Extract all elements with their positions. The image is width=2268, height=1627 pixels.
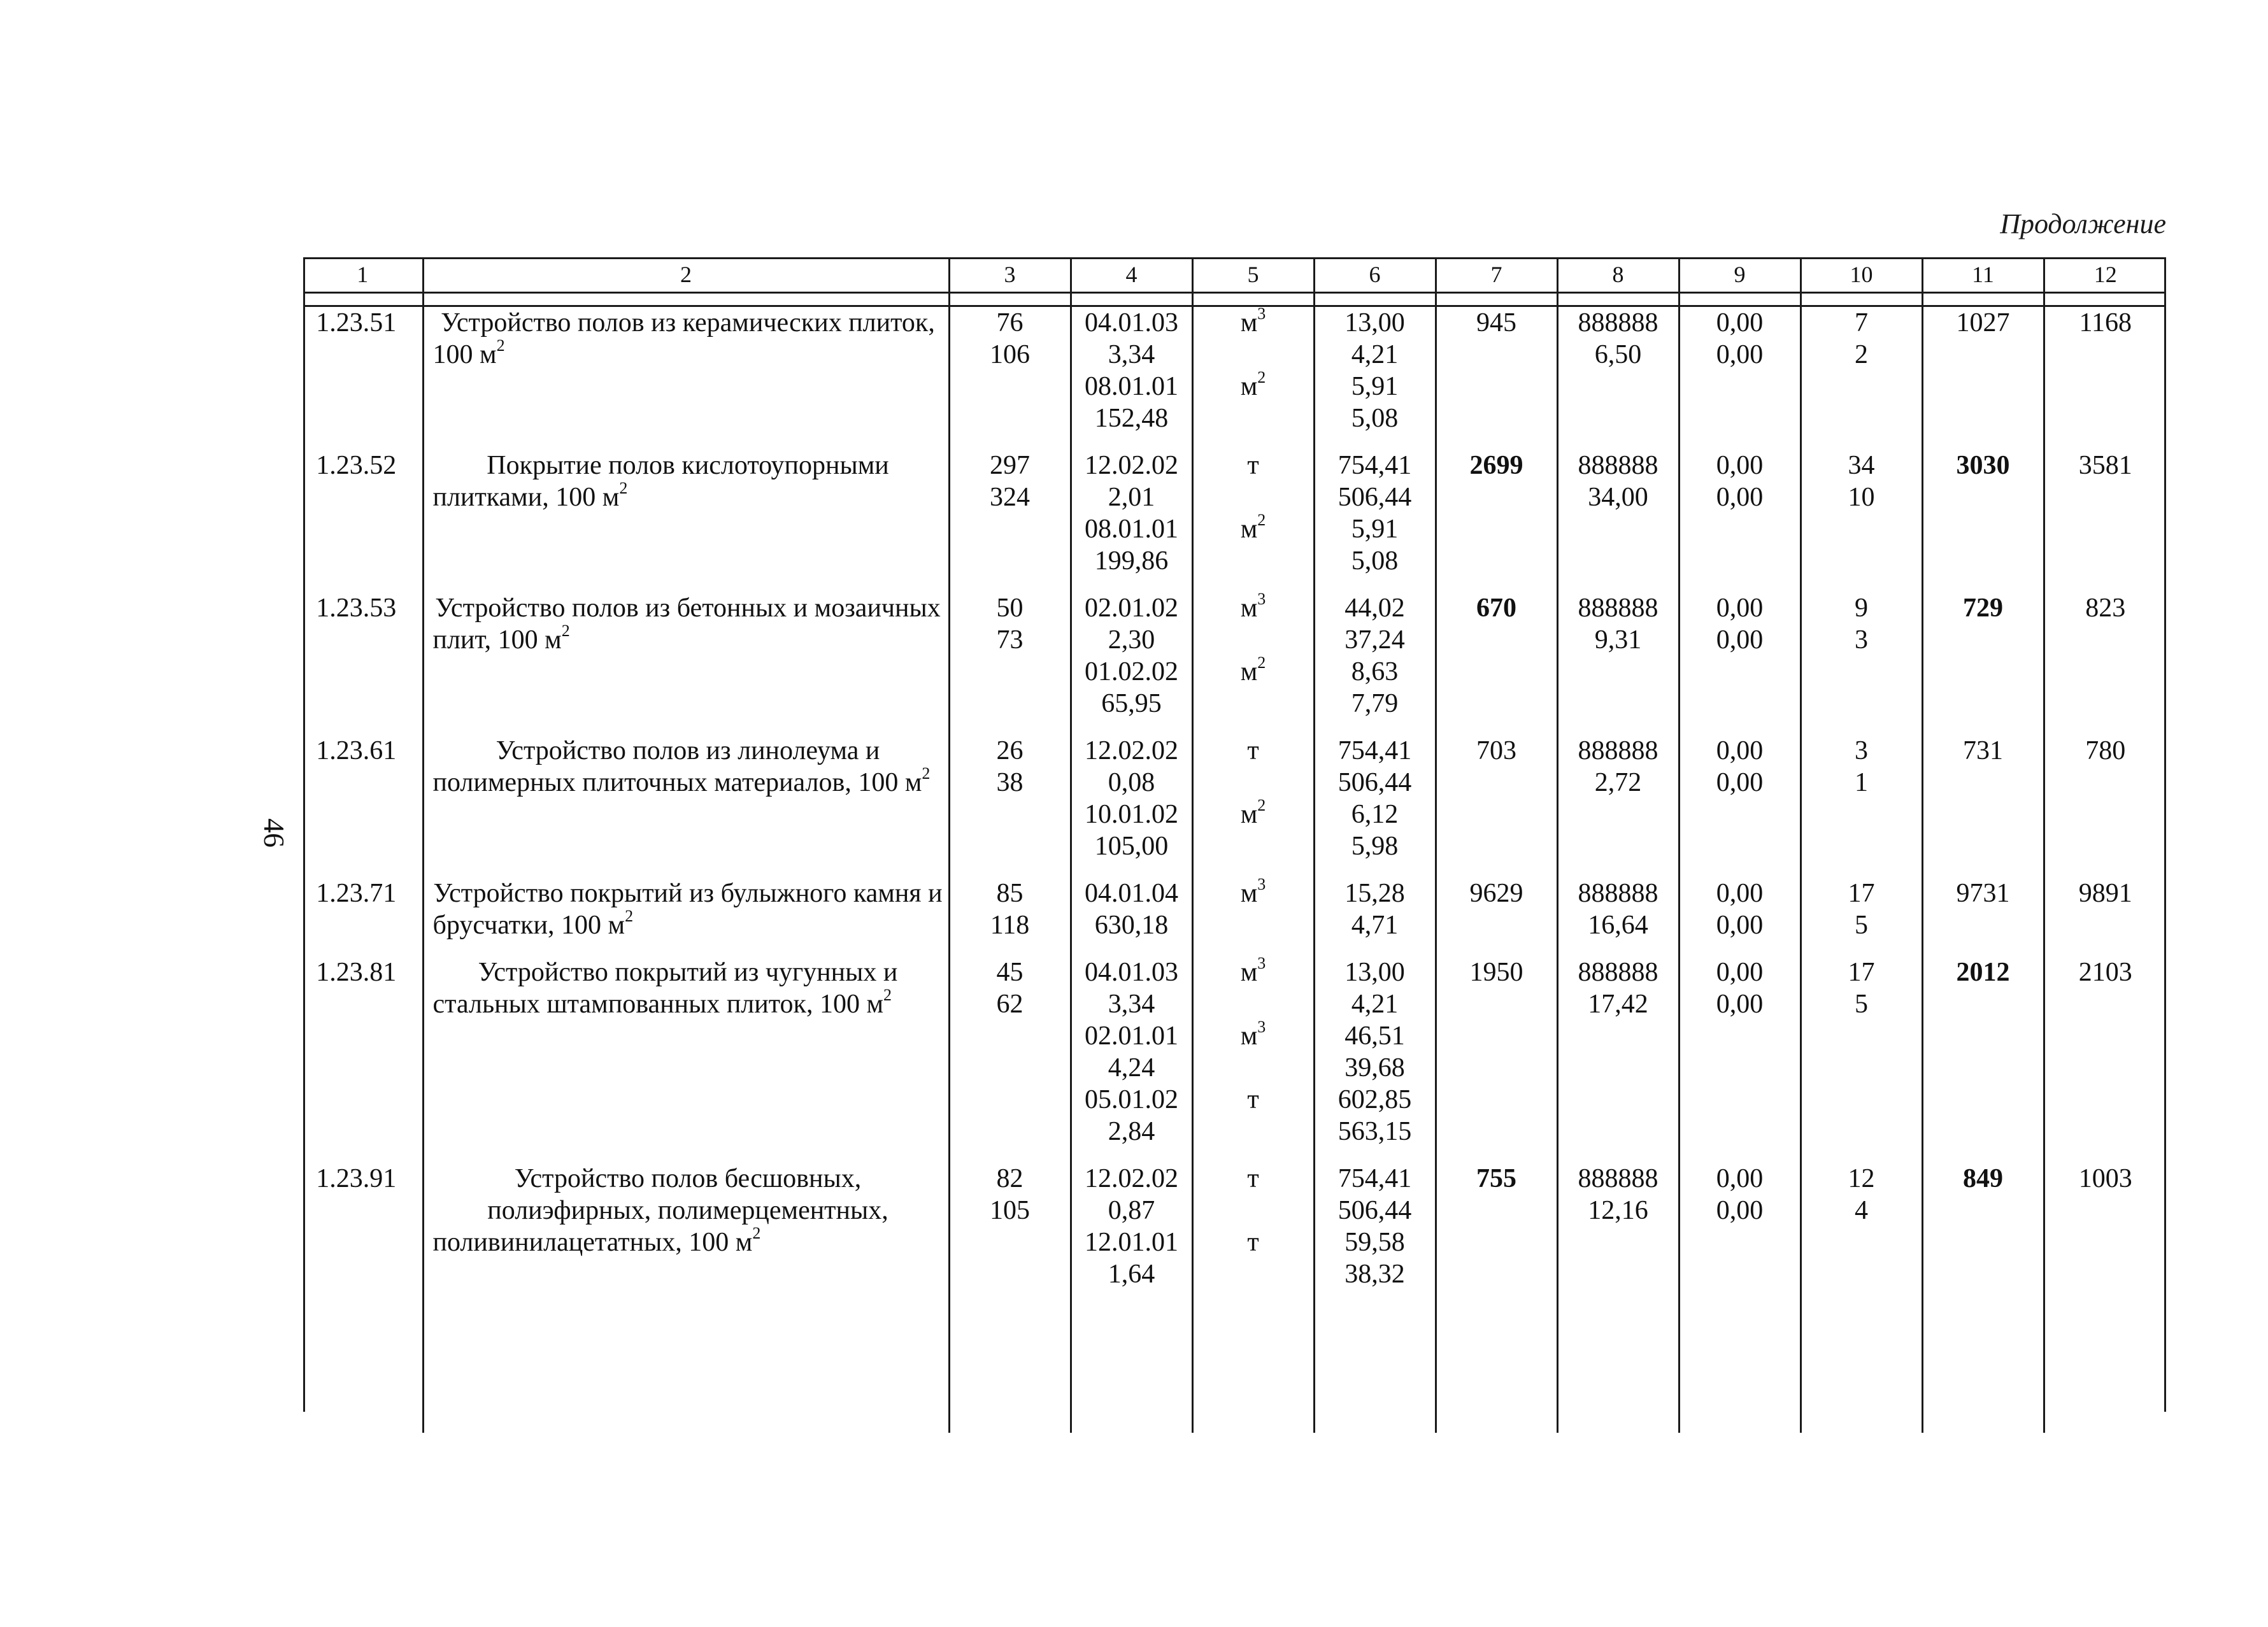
cell-line: 2 <box>1855 340 1868 369</box>
cell-c11 <box>1922 877 2044 956</box>
cell-line: 9,31 <box>1594 625 1642 655</box>
cell-line: 17,42 <box>1588 990 1648 1019</box>
column-header: 3 <box>949 257 1071 293</box>
cell-c9 <box>1679 450 1801 592</box>
table-row <box>303 306 2166 450</box>
column-header: 4 <box>1071 257 1192 293</box>
cell-line: 3 <box>1855 736 1868 765</box>
cell-c10 <box>1801 956 1922 1163</box>
cell-line: 118 <box>990 911 1030 940</box>
cell-line: 754,41 <box>1337 1164 1412 1193</box>
cell-line: 849 <box>1963 1164 2003 1193</box>
cell-c11 <box>1922 592 2044 735</box>
row-description: Устройство полов из бетонных и мозаичных плит, 100 $м^2$ <box>423 592 949 735</box>
cell-c9 <box>1679 956 1801 1163</box>
cell-line: 0,00 <box>1716 483 1764 512</box>
cell-line <box>1194 909 1313 941</box>
cell-line: 04.01.04 <box>1085 879 1178 908</box>
row-description: Устройство покрытий из чугунных и стальных штампованных плиток, 100 $м^2$ <box>423 956 949 1163</box>
cell-c3 <box>949 956 1071 1163</box>
cell-c12 <box>2044 735 2166 877</box>
cell-line: 12.01.01 <box>1085 1228 1178 1257</box>
cell-line: 45 <box>996 958 1023 987</box>
cell-c8 <box>1557 1163 1679 1305</box>
row-code: 1.23.51 <box>303 306 423 450</box>
cell-line: 152,48 <box>1094 404 1169 433</box>
cell-line: 780 <box>2085 736 2126 765</box>
cell-line: 731 <box>1963 736 2003 765</box>
cell-c6 <box>1314 877 1436 956</box>
cell-c11 <box>1922 306 2044 450</box>
cell-line: 59,58 <box>1344 1228 1405 1257</box>
cell-line: 4 <box>1855 1196 1868 1225</box>
cell-line: 12.02.02 <box>1085 451 1178 480</box>
continuation-note: Продолжение <box>2000 208 2166 239</box>
cell-c5 <box>1192 1163 1314 1305</box>
cell-line: 888888 <box>1578 958 1658 987</box>
cell-line: 04.01.03 <box>1085 958 1178 987</box>
cell-c7 <box>1436 306 1557 450</box>
cell-c8 <box>1557 877 1679 956</box>
cell-c7 <box>1436 592 1557 735</box>
cell-c4 <box>1071 1163 1192 1305</box>
cell-line: 2,30 <box>1108 625 1155 655</box>
row-code: 1.23.61 <box>303 735 423 877</box>
header-spacer-row <box>303 293 2166 306</box>
cell-line <box>1194 988 1313 1020</box>
table-row <box>303 735 2166 877</box>
cell-c5 <box>1192 592 1314 735</box>
cell-line: 73 <box>996 625 1023 655</box>
cell-line: 3030 <box>1956 451 2010 480</box>
cell-c5 <box>1192 306 1314 450</box>
cell-line: 630,18 <box>1094 911 1169 940</box>
cell-line: 0,00 <box>1716 593 1764 623</box>
cell-line: 3581 <box>2078 451 2132 480</box>
cell-c9 <box>1679 877 1801 956</box>
cell-c5 <box>1192 735 1314 877</box>
cell-c3 <box>949 735 1071 877</box>
cell-line: 602,85 <box>1337 1085 1412 1114</box>
cell-c6 <box>1314 956 1436 1163</box>
cell-line <box>1194 767 1313 799</box>
cell-line: 823 <box>2085 593 2126 623</box>
column-header: 12 <box>2044 257 2166 293</box>
cell-line: 6,50 <box>1594 340 1642 369</box>
cell-line: $м^3$ <box>1240 954 1266 987</box>
cell-line: 8,63 <box>1351 657 1399 686</box>
cell-c7 <box>1436 735 1557 877</box>
cell-line: $м^3$ <box>1240 590 1266 623</box>
cell-line: 3,34 <box>1108 990 1155 1019</box>
cell-line: 9 <box>1855 593 1868 623</box>
cell-c11 <box>1922 450 2044 592</box>
cell-line: 3 <box>1855 625 1868 655</box>
cell-line <box>1194 1052 1313 1084</box>
cell-line: 5,08 <box>1351 404 1399 433</box>
cell-line: 17 <box>1848 879 1875 908</box>
cell-line: 46,51 <box>1344 1021 1405 1051</box>
cell-c10 <box>1801 450 1922 592</box>
cell-line: 39,68 <box>1344 1053 1405 1083</box>
cell-line: 13,00 <box>1344 308 1405 337</box>
cell-line: 2,84 <box>1108 1117 1155 1146</box>
column-header: 6 <box>1314 257 1436 293</box>
cell-line: 105,00 <box>1094 832 1169 861</box>
row-code: 1.23.71 <box>303 877 423 956</box>
cell-line: $м^3$ <box>1240 875 1266 908</box>
cell-line: 729 <box>1963 593 2003 623</box>
cell-c3 <box>949 592 1071 735</box>
cell-c11 <box>1922 735 2044 877</box>
cell-line: 755 <box>1476 1164 1516 1193</box>
cell-c3 <box>949 1163 1071 1305</box>
cell-line: 1 <box>1855 768 1868 797</box>
cell-line: 5,98 <box>1351 832 1399 861</box>
cell-c3 <box>949 877 1071 956</box>
cell-c4 <box>1071 592 1192 735</box>
cell-line: 0,00 <box>1716 879 1764 908</box>
cell-line: 9731 <box>1956 879 2010 908</box>
cell-line: 15,28 <box>1344 879 1405 908</box>
cell-line: 703 <box>1476 736 1516 765</box>
cell-line: 5,08 <box>1351 546 1399 576</box>
cell-line: 888888 <box>1578 308 1658 337</box>
cell-line: 38 <box>996 768 1023 797</box>
cell-line <box>1194 624 1313 656</box>
cell-line: 670 <box>1476 593 1516 623</box>
cell-line: 5 <box>1855 990 1868 1019</box>
cell-line: 01.02.02 <box>1085 657 1178 686</box>
cell-line: 50 <box>996 593 1023 623</box>
cell-line: 4,71 <box>1351 911 1399 940</box>
cell-line: 9629 <box>1469 879 1523 908</box>
row-code: 1.23.91 <box>303 1163 423 1305</box>
table-row <box>303 877 2166 956</box>
cell-c11 <box>1922 956 2044 1163</box>
row-description: Устройство покрытий из булыжного камня и брусчатки, 100 $м^2$ <box>423 877 949 956</box>
cell-line: 26 <box>996 736 1023 765</box>
cell-line: 0,00 <box>1716 625 1764 655</box>
cell-line: $м^2$ <box>1240 511 1266 544</box>
cell-line: 12 <box>1848 1164 1875 1193</box>
row-code: 1.23.81 <box>303 956 423 1163</box>
cell-c5 <box>1192 877 1314 956</box>
cell-c7 <box>1436 450 1557 592</box>
row-code: 1.23.52 <box>303 450 423 592</box>
cell-line: 0,00 <box>1716 768 1764 797</box>
cell-line: 506,44 <box>1337 1196 1412 1225</box>
cell-line: 7,79 <box>1351 689 1399 718</box>
cell-line: 945 <box>1476 308 1516 337</box>
cell-line: 0,00 <box>1716 990 1764 1019</box>
cell-line: 754,41 <box>1337 451 1412 480</box>
column-header: 2 <box>423 257 949 293</box>
cell-line: 44,02 <box>1344 593 1405 623</box>
cell-line: 0,00 <box>1716 911 1764 940</box>
cell-line: $м^2$ <box>1240 368 1266 401</box>
cell-line: 6,12 <box>1351 800 1399 829</box>
cell-line <box>1194 481 1313 513</box>
cell-c8 <box>1557 306 1679 450</box>
cell-c6 <box>1314 450 1436 592</box>
cell-line: т <box>1247 1228 1259 1257</box>
cell-line: 0,00 <box>1716 1196 1764 1225</box>
cell-c7 <box>1436 877 1557 956</box>
table-row <box>303 450 2166 592</box>
row-description: Устройство полов из керамических плиток, 100 $м^2$ <box>423 306 949 450</box>
cell-line <box>1194 545 1313 577</box>
cell-line: 04.01.03 <box>1085 308 1178 337</box>
cell-line <box>1194 1195 1313 1226</box>
cell-line: 0,00 <box>1716 958 1764 987</box>
cell-c11 <box>1922 1163 2044 1305</box>
column-number-row <box>303 257 2166 293</box>
cell-c5 <box>1192 450 1314 592</box>
cell-c3 <box>949 306 1071 450</box>
cell-line: 563,15 <box>1337 1117 1412 1146</box>
row-code: 1.23.53 <box>303 592 423 735</box>
cell-line: 2012 <box>1956 958 2010 987</box>
cell-line: 4,24 <box>1108 1053 1155 1083</box>
cell-line: 2,72 <box>1594 768 1642 797</box>
cell-line: $м^3$ <box>1240 304 1266 337</box>
filler-row <box>303 1305 2166 1433</box>
cell-line: 888888 <box>1578 451 1658 480</box>
cell-line: 08.01.01 <box>1085 515 1178 544</box>
cell-line: $м^2$ <box>1240 653 1266 686</box>
cell-line: 5,91 <box>1351 372 1399 401</box>
cell-c6 <box>1314 592 1436 735</box>
cell-line: 0,87 <box>1108 1196 1155 1225</box>
cell-line: 1168 <box>2079 308 2132 337</box>
cell-line: 0,00 <box>1716 308 1764 337</box>
cell-c10 <box>1801 735 1922 877</box>
cell-line <box>1194 1258 1313 1290</box>
cell-line: т <box>1247 1085 1259 1114</box>
row-description: Устройство полов бесшовных, полиэфирных, полимерцементных, поливинилацетатных, 100 $м^2$ <box>423 1163 949 1305</box>
cell-line: 2699 <box>1469 451 1523 480</box>
cell-line: 106 <box>990 340 1030 369</box>
cell-line: 105 <box>990 1196 1030 1225</box>
cell-line: 0,00 <box>1716 451 1764 480</box>
cell-line: 1950 <box>1469 958 1523 987</box>
cell-c9 <box>1679 306 1801 450</box>
cell-c12 <box>2044 306 2166 450</box>
page-number: 46 <box>258 818 290 848</box>
cell-c12 <box>2044 1163 2166 1305</box>
cell-line: 12,16 <box>1588 1196 1648 1225</box>
cell-line: 888888 <box>1578 879 1658 908</box>
cell-line: 5 <box>1855 911 1868 940</box>
cell-c8 <box>1557 956 1679 1163</box>
row-description: Устройство полов из линолеума и полимерных плиточных материалов, 100 $м^2$ <box>423 735 949 877</box>
cell-line: 7 <box>1855 308 1868 337</box>
cell-line: т <box>1247 736 1259 765</box>
cell-line: 85 <box>996 879 1023 908</box>
cell-line <box>1194 688 1313 720</box>
cell-c10 <box>1801 306 1922 450</box>
column-header: 10 <box>1801 257 1922 293</box>
cell-line: 65,95 <box>1101 689 1162 718</box>
cell-line: 62 <box>996 990 1023 1019</box>
cell-line: 4,21 <box>1351 340 1399 369</box>
cell-line: 1003 <box>2078 1164 2132 1193</box>
cell-line: 76 <box>996 308 1023 337</box>
cell-c9 <box>1679 1163 1801 1305</box>
cell-c9 <box>1679 592 1801 735</box>
cell-line: 2,01 <box>1108 483 1155 512</box>
cell-line: $м^3$ <box>1240 1018 1266 1051</box>
cell-line: 1027 <box>1956 308 2010 337</box>
cell-line: 82 <box>996 1164 1023 1193</box>
cell-line: 297 <box>990 451 1030 480</box>
cell-c3 <box>949 450 1071 592</box>
cell-c8 <box>1557 735 1679 877</box>
cell-c6 <box>1314 1163 1436 1305</box>
cell-line: 0,00 <box>1716 736 1764 765</box>
column-header: 5 <box>1192 257 1314 293</box>
cell-line: 17 <box>1848 958 1875 987</box>
column-header: 11 <box>1922 257 2044 293</box>
cell-line <box>1194 1116 1313 1147</box>
cell-c8 <box>1557 450 1679 592</box>
cell-line: 506,44 <box>1337 483 1412 512</box>
cell-c10 <box>1801 877 1922 956</box>
cell-line: 3,34 <box>1108 340 1155 369</box>
cell-c6 <box>1314 306 1436 450</box>
cell-line: 4,21 <box>1351 990 1399 1019</box>
cell-line: 199,86 <box>1094 546 1169 576</box>
cell-c12 <box>2044 450 2166 592</box>
cell-line: т <box>1247 1164 1259 1193</box>
cell-c12 <box>2044 877 2166 956</box>
cell-line <box>1194 830 1313 862</box>
table-row <box>303 956 2166 1163</box>
cell-line: т <box>1247 451 1259 480</box>
cell-line: 10.01.02 <box>1085 800 1178 829</box>
cell-line: 9891 <box>2078 879 2132 908</box>
column-header: 1 <box>303 257 423 293</box>
cell-c7 <box>1436 956 1557 1163</box>
cell-c4 <box>1071 735 1192 877</box>
cell-line: 888888 <box>1578 593 1658 623</box>
cell-line: 888888 <box>1578 736 1658 765</box>
cell-c10 <box>1801 592 1922 735</box>
cell-line <box>1194 402 1313 434</box>
column-header: 8 <box>1557 257 1679 293</box>
cell-line: 506,44 <box>1337 768 1412 797</box>
cell-line: $м^2$ <box>1240 796 1266 829</box>
cell-line: 37,24 <box>1344 625 1405 655</box>
cell-c4 <box>1071 956 1192 1163</box>
cell-c5 <box>1192 956 1314 1163</box>
cell-c4 <box>1071 306 1192 450</box>
cell-line: 12.02.02 <box>1085 736 1178 765</box>
cell-line: 0,00 <box>1716 1164 1764 1193</box>
table-row <box>303 1163 2166 1305</box>
cell-line <box>1194 339 1313 371</box>
cell-line: 34 <box>1848 451 1875 480</box>
table-row <box>303 592 2166 735</box>
cell-line: 1,64 <box>1108 1260 1155 1289</box>
cell-c4 <box>1071 877 1192 956</box>
column-header: 9 <box>1679 257 1801 293</box>
cell-line: 08.01.01 <box>1085 372 1178 401</box>
cell-c6 <box>1314 735 1436 877</box>
cell-line: 5,91 <box>1351 515 1399 544</box>
table-body <box>303 293 2166 1433</box>
column-header: 7 <box>1436 257 1557 293</box>
cell-c8 <box>1557 592 1679 735</box>
cell-line: 12.02.02 <box>1085 1164 1178 1193</box>
cell-line: 16,64 <box>1588 911 1648 940</box>
cell-line: 02.01.02 <box>1085 593 1178 623</box>
cell-c9 <box>1679 735 1801 877</box>
cell-line: 34,00 <box>1588 483 1648 512</box>
cell-line: 05.01.02 <box>1085 1085 1178 1114</box>
row-description: Покрытие полов кислотоупорными плитками, 100 $м^2$ <box>423 450 949 592</box>
cell-line: 888888 <box>1578 1164 1658 1193</box>
cell-line: 2103 <box>2078 958 2132 987</box>
rates-table <box>303 257 2166 1433</box>
cell-line: 13,00 <box>1344 958 1405 987</box>
cell-line: 0,00 <box>1716 340 1764 369</box>
cell-line: 10 <box>1848 483 1875 512</box>
cell-line: 754,41 <box>1337 736 1412 765</box>
cell-line: 324 <box>990 483 1030 512</box>
cell-line: 38,32 <box>1344 1260 1405 1289</box>
cell-line: 0,08 <box>1108 768 1155 797</box>
cell-c12 <box>2044 956 2166 1163</box>
cell-line: 02.01.01 <box>1085 1021 1178 1051</box>
cell-c12 <box>2044 592 2166 735</box>
cell-c4 <box>1071 450 1192 592</box>
cell-c10 <box>1801 1163 1922 1305</box>
cell-c7 <box>1436 1163 1557 1305</box>
